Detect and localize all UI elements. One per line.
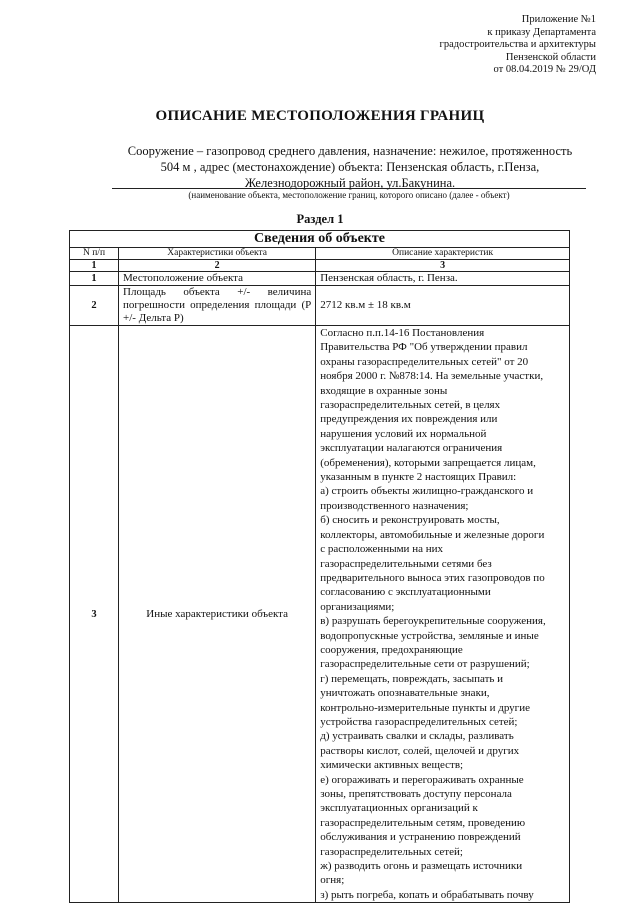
- description-line: Согласно п.п.14-16 Постановления: [320, 327, 485, 339]
- description-line: уничтожать опознавательные знаки,: [320, 687, 490, 700]
- description-line: огня;: [320, 874, 345, 887]
- row-number: 2: [70, 286, 119, 326]
- characteristic-cell: Иные характеристики объекта: [119, 326, 316, 903]
- intro-line: Железнодорожный район, ул.Бакунина.: [244, 176, 456, 190]
- description-line: ж) разводить огонь и размещать источники: [320, 860, 523, 873]
- characteristic-cell: Площадь объекта +/- величина погрешности определения площади (Р +/- Дельта Р): [119, 286, 316, 326]
- description-line: нарушения условий их нормальной: [320, 427, 487, 440]
- description-line: с расположенными на них: [320, 543, 443, 556]
- description-line: эксплуатации налагаются ограничения: [320, 442, 503, 455]
- description-line: химически активных веществ;: [320, 759, 464, 772]
- object-intro: [116, 143, 584, 191]
- description-line: ноября 2000 г. №878:14. На земельные участки,: [320, 370, 544, 383]
- description-line: сооружения, предохраняющие: [320, 643, 463, 656]
- description-line: зоны, препятствовать доступу персонала: [320, 788, 512, 800]
- table-row: [70, 326, 570, 903]
- table-header-row: [70, 248, 570, 260]
- appendix-header: [356, 14, 596, 77]
- column-number: 3: [316, 260, 570, 272]
- description-cell: [316, 326, 570, 903]
- table-row: [70, 272, 570, 286]
- appendix-line: от 08.04.2019 № 29/ОД: [493, 64, 596, 75]
- description-line: производственного назначения;: [320, 499, 469, 512]
- column-number: 2: [119, 260, 316, 272]
- header-cell: N п/п: [70, 248, 119, 260]
- section-heading: Раздел 1: [296, 212, 344, 226]
- description-line: б) сносить и реконструировать мосты,: [320, 514, 500, 527]
- description-line: охраны газораспределительных сетей" от 20: [320, 355, 529, 368]
- description-line: эксплуатационных организаций к: [320, 802, 478, 815]
- intro-line: 504 м , адрес (местонахождение) объекта: Пензенская область, г.Пенза,: [160, 160, 540, 174]
- intro-caption: (наименование объекта, местоположение границ, которого описано (далее - объект): [188, 190, 510, 200]
- table-title: Сведения об объекте: [70, 231, 570, 248]
- description-line: устройства газораспределительных сетей;: [320, 715, 518, 728]
- description-line: обслуживания и устранению повреждений: [320, 831, 521, 844]
- header-cell: Описание характеристик: [316, 248, 570, 260]
- description-line: указанным в пункте 2 настоящих Правил:: [320, 471, 517, 484]
- description-line: (обременения), которыми запрещается лицам,: [320, 456, 536, 469]
- description-line: водопропускные устройства, земляные и иные: [320, 629, 539, 642]
- description-line: газораспределительные сети от разрушений;: [320, 658, 530, 671]
- description-cell: Пензенская область, г. Пенза.: [316, 272, 570, 286]
- appendix-line: Пензенской области: [505, 51, 596, 63]
- description-line: газораспределительных сетей, в целях: [320, 399, 501, 412]
- underline-divider: [112, 188, 586, 189]
- appendix-line: к приказу Департамента: [487, 26, 596, 38]
- description-line: з) рыть погреба, копать и обрабатывать почву: [320, 888, 534, 901]
- description-cell: 2712 кв.м ± 18 кв.м: [316, 286, 570, 326]
- description-line: газораспределительных сетей;: [320, 845, 463, 858]
- object-info-table: [69, 230, 570, 903]
- document-title: ОПИСАНИЕ МЕСТОПОЛОЖЕНИЯ ГРАНИЦ: [155, 108, 485, 124]
- column-number-row: [70, 260, 570, 272]
- appendix-line: градостроительства и архитектуры: [439, 39, 596, 50]
- characteristic-cell: Местоположение объекта: [119, 272, 316, 286]
- description-line: входящие в охранные зоны: [320, 384, 448, 397]
- description-line: контрольно-измерительные пункты и другие: [320, 701, 530, 714]
- description-line: растворы кислот, солей, щелочей и других: [320, 744, 520, 757]
- table-row: [70, 286, 570, 326]
- description-line: предупреждения их повреждения или: [320, 413, 498, 426]
- row-number: 3: [70, 326, 119, 903]
- column-number: 1: [70, 260, 119, 272]
- description-line: Правительства РФ "Об утверждении правил: [320, 341, 528, 354]
- description-line: д) устраивать свалки и склады, разливать: [320, 730, 514, 743]
- row-number: 1: [70, 272, 119, 286]
- description-line: газораспределительным сетям, проведению: [320, 816, 526, 829]
- description-line: г) перемещать, повреждать, засыпать и: [320, 672, 504, 685]
- description-line: коллекторы, автомобильные и железные дороги: [320, 528, 545, 541]
- header-cell: Характеристики объекта: [119, 248, 316, 260]
- description-line: в) разрушать берегоукрепительные сооружения,: [320, 615, 546, 628]
- intro-line: Сооружение – газопровод среднего давления, назначение: нежилое, протяженность: [127, 144, 573, 158]
- description-line: газораспределительными сетями без: [320, 557, 492, 570]
- appendix-line: Приложение №1: [521, 14, 596, 25]
- description-line: а) строить объекты жилищно-гражданского и: [320, 485, 534, 498]
- description-line: предварительного выноса этих газопроводов по: [320, 571, 545, 584]
- description-line: согласованию с эксплуатационными: [320, 586, 491, 599]
- description-line: организациями;: [320, 600, 395, 613]
- description-line: е) огораживать и перегораживать охранные: [320, 773, 524, 786]
